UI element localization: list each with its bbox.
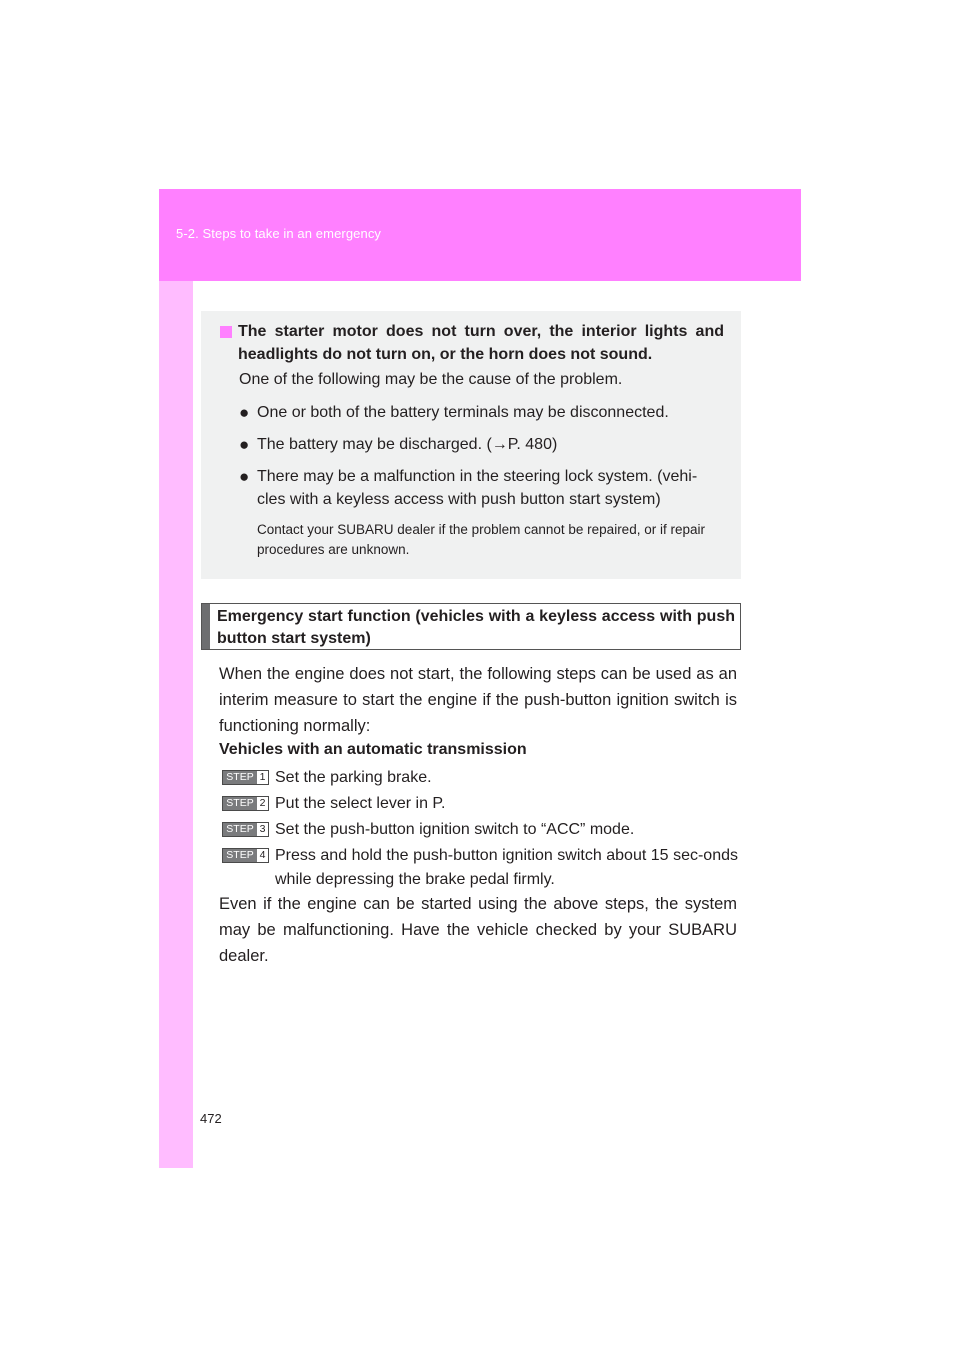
step-text: Press and hold the push-button ignition switch about 15 sec-onds while depressing the brake pedal firmly. <box>275 847 738 888</box>
step-number: 4 <box>257 849 268 862</box>
step-number: 2 <box>257 797 268 810</box>
step-badge <box>222 770 269 785</box>
note-small-text: Contact your SUBARU dealer if the problem cannot be repaired, or if repair procedures are unknown. <box>257 522 705 557</box>
note-heading <box>220 320 724 366</box>
step-text: Set the parking brake. <box>275 769 432 786</box>
note-bullet-text: The battery may be discharged. (→P. 480) <box>257 436 558 453</box>
closing-paragraph: Even if the engine can be started using the above steps, the system may be malfunctioning. Have the vehicle checked by your SUBARU dealer. <box>219 895 737 965</box>
step-text: Put the select lever in P. <box>275 795 446 812</box>
note-heading-text: The starter motor does not turn over, the interior lights and headlights do not turn on, or the horn does not sound. <box>238 323 724 363</box>
note-bullet-text: There may be a malfunction in the steering lock system. (vehi-cles with a keyless access with push button start system) <box>257 468 698 508</box>
step-badge <box>222 822 269 837</box>
page-number: 472 <box>200 1111 222 1126</box>
sub-heading: Vehicles with an automatic transmission <box>219 741 527 758</box>
section-heading-text: Emergency start function (vehicles with a keyless access with push button start system) <box>217 608 735 647</box>
note-bullet <box>239 465 725 511</box>
note-intro: One of the following may be the cause of the problem. <box>239 371 623 388</box>
note-bullet <box>239 401 725 424</box>
step-text: Set the push-button ignition switch to “ACC” mode. <box>275 821 635 838</box>
bullet-dot-icon: ● <box>239 467 250 486</box>
section-heading-bar <box>202 604 210 649</box>
section-heading <box>201 603 741 650</box>
step-item <box>222 818 738 842</box>
chapter-title: 5-2. Steps to take in an emergency <box>176 226 382 241</box>
step-item <box>222 844 738 892</box>
step-badge <box>222 796 269 811</box>
step-word: STEP <box>223 823 257 836</box>
step-number: 1 <box>257 771 268 784</box>
bullet-dot-icon: ● <box>239 403 250 422</box>
note-bullet-text: One or both of the battery terminals may be disconnected. <box>257 404 669 421</box>
step-word: STEP <box>223 771 257 784</box>
step-badge <box>222 848 269 863</box>
step-item <box>222 792 738 816</box>
bullet-dot-icon: ● <box>239 435 250 454</box>
side-strip <box>159 281 193 1168</box>
step-word: STEP <box>223 849 257 862</box>
section-intro: When the engine does not start, the following steps can be used as an interim measure to start the engine if the push-button ignition switch is functioning normally: <box>219 665 737 735</box>
step-word: STEP <box>223 797 257 810</box>
note-bullet <box>239 433 725 456</box>
step-item <box>222 766 738 790</box>
square-bullet-icon <box>220 326 232 338</box>
step-number: 3 <box>257 823 268 836</box>
